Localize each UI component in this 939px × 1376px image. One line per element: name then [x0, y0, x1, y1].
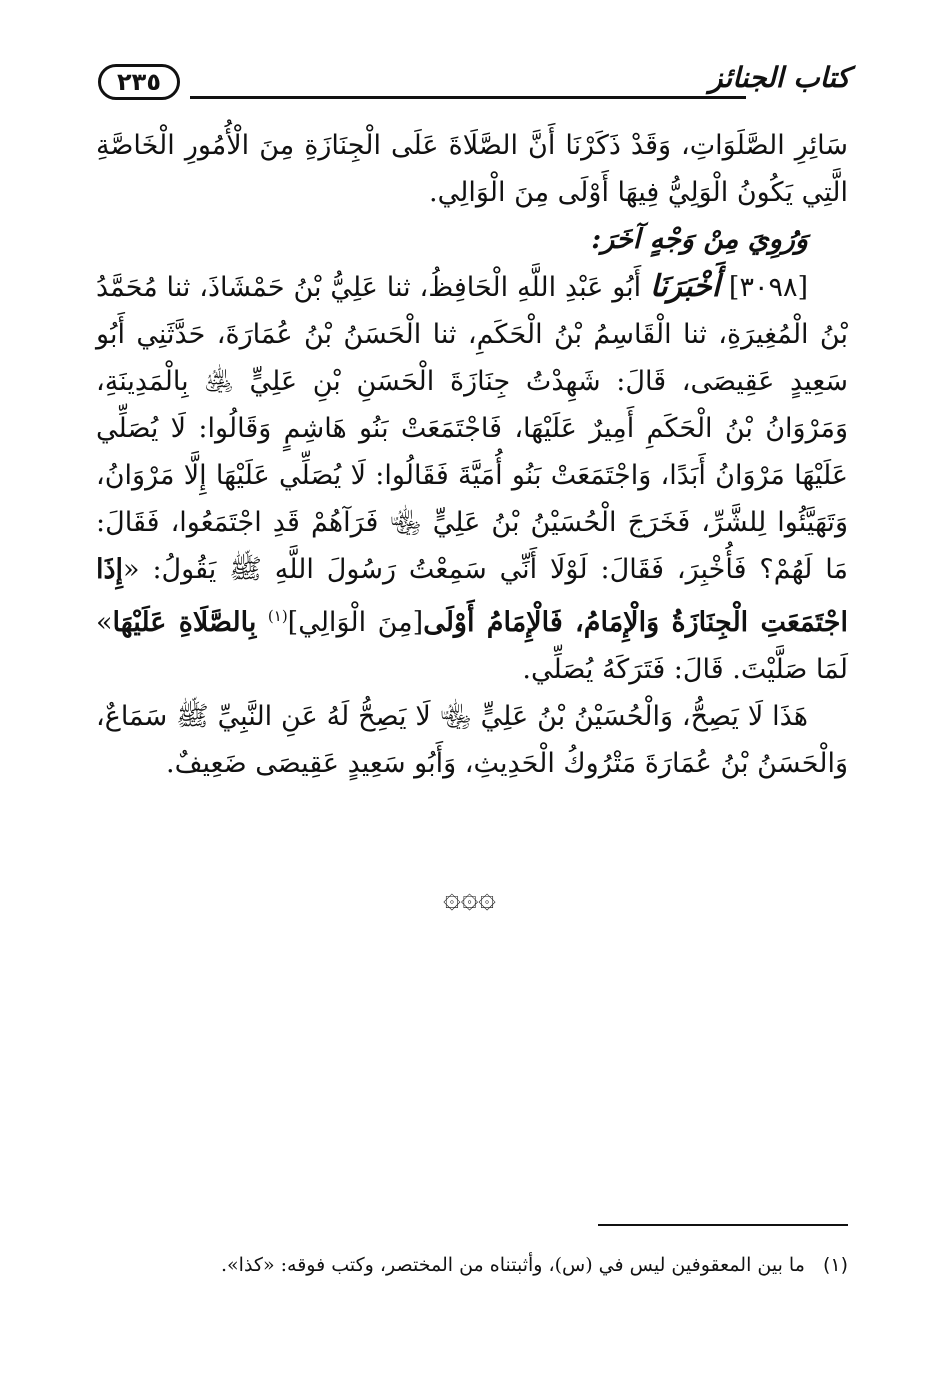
paragraph-commentary: هَذَا لَا يَصِحُّ، وَالْحُسَيْنُ بْنُ عَلِيٍّ ﵄ لَا يَصِحُّ لَهُ عَنِ النَّبِيِّ ﷺ سَمَاعٌ، وَالْحَسَنُ بْنُ عُمَارَةَ مَتْرُوكُ الْحَدِيثِ، وَأَبُو سَعِيدٍ عَقِيصَى ضَعِيفٌ. [96, 701, 848, 779]
running-title: كتاب الجنائز [708, 61, 850, 94]
paragraph-intro: سَائِرِ الصَّلَوَاتِ، وَقَدْ ذَكَرْنَا أَنَّ الصَّلَاةَ عَلَى الْجِنَازَةِ مِنَ الْأُمُورِ الْخَاصَّةِ الَّتِي يَكُونُ الْوَلِيُّ فِيهَا أَوْلَى مِنَ الْوَالِي. [96, 130, 848, 208]
hadith-text-part2: » لَمَا صَلَّيْتَ. قَالَ: فَتَرَكَهُ يُصَلِّي. [96, 607, 848, 685]
main-text [96, 122, 848, 787]
header-rule [190, 96, 746, 99]
section-ornaments: ۞۞۞ [443, 880, 496, 915]
bracket-text: [مِنَ الْوَالِي] [287, 607, 424, 638]
hadith-quote-a: إِذَا اجْتَمَعَتِ الْجِنَازَةُ وَالْإِمَامُ، فَالْإِمَامُ أَوْلَى [96, 554, 848, 638]
footnote-rule [598, 1224, 848, 1226]
page-header [98, 58, 850, 108]
footnote-marker[interactable]: (١) [267, 607, 288, 625]
hadith-quote-b: بِالصَّلَاةِ عَلَيْهَا [112, 607, 257, 638]
subheading: وَرُوِيَ مِنْ وَجْهٍ آخَرَ: [591, 224, 808, 255]
footnote [96, 1250, 848, 1280]
footnote-text: ما بين المعقوفين ليس في (س)، وأثبتناه من المختصر، وكتب فوقه: «كذا». [221, 1254, 805, 1276]
hadith-number: [٣٠٩٨] [728, 272, 808, 303]
hadith-paragraph [96, 263, 848, 693]
hadith-text-part1: أَبُو عَبْدِ اللَّهِ الْحَافِظُ، ثنا عَلِيُّ بْنُ حَمْشَاذَ، ثنا مُحَمَّدُ بْنُ الْمُغِيرَةِ، ثنا الْقَاسِمُ بْنُ الْحَكَمِ، ثنا الْحَسَنُ بْنُ عُمَارَةَ، حَدَّثَنِي أَبُو سَعِيدٍ عَقِيصَى، قَالَ: شَهِدْتُ جِنَازَةَ الْحَسَنِ بْنِ عَلِيٍّ ﵁ بِالْمَدِينَةِ، وَمَرْوَانُ بْنُ الْحَكَمِ أَمِيرٌ عَلَيْهَا، فَاجْتَمَعَتْ بَنُو هَاشِمٍ وَقَالُوا: لَا يُصَلِّي عَلَيْهَا مَرْوَانُ أَبَدًا، وَاجْتَمَعَتْ بَنُو أُمَيَّةَ فَقَالُوا: لَا يُصَلِّي عَلَيْهَا إِلَّا مَرْوَانُ، وَتَهَيَّئُوا لِلشَّرِّ، فَخَرَجَ الْحُسَيْنُ بْنُ عَلِيٍّ ﵄ فَرَآهُمْ قَدِ اجْتَمَعُوا، فَقَالَ: مَا لَهُمْ؟ فَأُخْبِرَ، فَقَالَ: لَوْلَا أَنِّي سَمِعْتُ رَسُولَ اللَّهِ ﷺ يَقُولُ: « [96, 272, 848, 585]
page-number: ٢٣٥ [98, 64, 180, 100]
footnote-number: (١) [822, 1254, 848, 1276]
akhbarana-keyword: أَخْبَرَنَا [650, 269, 721, 304]
